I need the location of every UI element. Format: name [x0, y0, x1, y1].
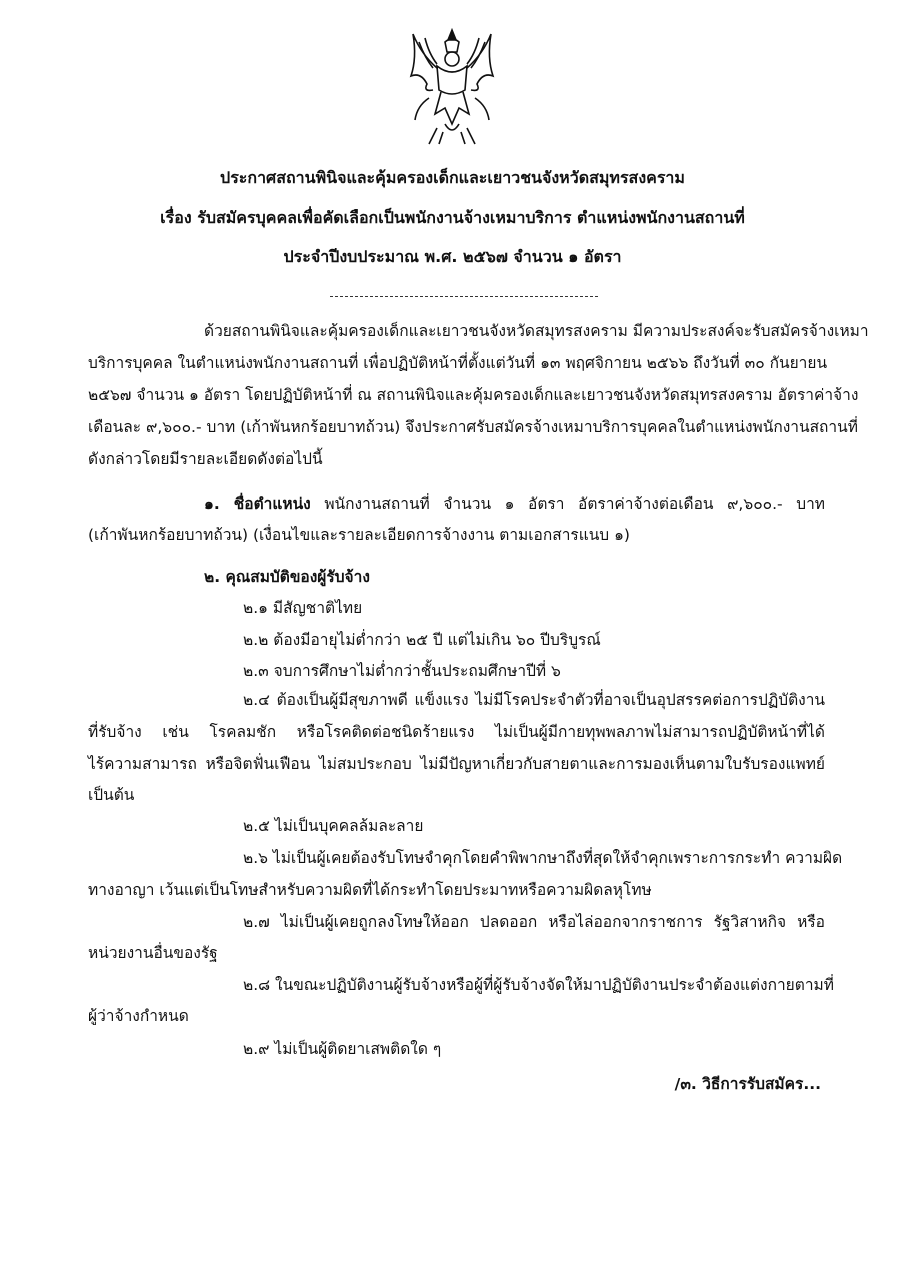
item-2-5: ๒.๕ ไม่เป็นบุคคลล้มละลาย — [243, 817, 424, 835]
item-2-1: ๒.๑ มีสัญชาติไทย — [243, 599, 363, 617]
continuation-note: /๓. วิธีการรับสมัคร... — [674, 1075, 821, 1093]
item-2-4-line-1: ๒.๔ ต้องเป็นผู้มีสุขภาพดี แข็งแรง ไม่มีโรคประจำตัวที่อาจเป็นอุปสรรคต่อการปฏิบัติงาน — [243, 691, 825, 709]
garuda-emblem-icon — [407, 28, 497, 146]
intro-line-4: เดือนละ ๙,๖๐๐.- บาท (เก้าพันหกร้อยบาทถ้วน) จึงประกาศรับสมัครจ้างเหมาบริการบุคคลในตำแหน่งพนักงานสถานที่ — [88, 418, 858, 436]
page-title: ประกาศสถานพินิจและคุ้มครองเด็กและเยาวชนจังหวัดสมุทรสงคราม — [220, 168, 685, 187]
separator-line — [330, 296, 598, 297]
item-2-7-line-2: หน่วยงานอื่นของรัฐ — [88, 944, 218, 962]
item-2-3: ๒.๓ จบการศึกษาไม่ต่ำกว่าชั้นประถมศึกษาปีที่ ๖ — [243, 662, 561, 680]
item-2-4-line-4: เป็นต้น — [88, 786, 135, 804]
section1-line-1 — [204, 493, 825, 515]
intro-line-2: บริการบุคคล ในตำแหน่งพนักงานสถานที่ เพื่อปฏิบัติหน้าที่ตั้งแต่วันที่ ๑๓ พฤศจิกายน ๒๕๖๖ ถึงวันที่ ๓๐ กันยายน — [88, 354, 828, 372]
section1-detail: พนักงานสถานที่ จำนวน ๑ อัตรา อัตราค่าจ้างต่อเดือน ๙,๖๐๐.- บาท — [324, 495, 825, 513]
item-2-2: ๒.๒ ต้องมีอายุไม่ต่ำกว่า ๒๕ ปี แต่ไม่เกิน ๖๐ ปีบริบูรณ์ — [243, 631, 601, 649]
intro-line-1: ด้วยสถานพินิจและคุ้มครองเด็กและเยาวชนจังหวัดสมุทรสงคราม มีความประสงค์จะรับสมัครจ้างเหมา — [204, 322, 869, 340]
section1-heading: ๑. ชื่อตำแหน่ง — [204, 495, 311, 513]
section2-heading: ๒. คุณสมบัติของผู้รับจ้าง — [204, 568, 370, 586]
item-2-7-line-1: ๒.๗ ไม่เป็นผู้เคยถูกลงโทษให้ออก ปลดออก หรือไล่ออกจากราชการ รัฐวิสาหกิจ หรือ — [243, 913, 825, 931]
item-2-9: ๒.๙ ไม่เป็นผู้ติดยาเสพติดใด ๆ — [243, 1040, 442, 1058]
intro-line-3: ๒๕๖๗ จำนวน ๑ อัตรา โดยปฏิบัติหน้าที่ ณ สถานพินิจและคุ้มครองเด็กและเยาวชนจังหวัดสมุทรสงคราม อัตราค่าจ้าง — [88, 386, 859, 404]
section1-line-2: (เก้าพันหกร้อยบาทถ้วน) (เงื่อนไขและรายละเอียดการจ้างงาน ตามเอกสารแนบ ๑) — [88, 526, 630, 544]
item-2-6-line-1: ๒.๖ ไม่เป็นผู้เคยต้องรับโทษจำคุกโดยคำพิพากษาถึงที่สุดให้จำคุกเพราะการกระทำ ความผิด — [243, 849, 843, 867]
intro-line-5: ดังกล่าวโดยมีรายละเอียดดังต่อไปนี้ — [88, 450, 323, 468]
subject-line: เรื่อง รับสมัครบุคคลเพื่อคัดเลือกเป็นพนักงานจ้างเหมาบริการ ตำแหน่งพนักงานสถานที่ — [160, 208, 745, 227]
item-2-4-line-3: ไร้ความสามารถ หรือจิตฟั่นเฟือน ไม่สมประกอบ ไม่มีปัญหาเกี่ยวกับสายตาและการมองเห็นตามใบรับรองแพทย์ — [88, 755, 825, 773]
item-2-4-line-2: ที่รับจ้าง เช่น โรคลมชัก หรือโรคติดต่อชนิดร้ายแรง ไม่เป็นผู้มีกายทุพพลภาพไม่สามารถปฏิบัติหน้าที่ได้ — [88, 723, 825, 741]
item-2-6-line-2: ทางอาญา เว้นแต่เป็นโทษสำหรับความผิดที่ได้กระทำโดยประมาทหรือความผิดลหุโทษ — [88, 881, 652, 899]
item-2-8-line-2: ผู้ว่าจ้างกำหนด — [88, 1007, 189, 1025]
fiscal-year-line: ประจำปีงบประมาณ พ.ศ. ๒๕๖๗ จำนวน ๑ อัตรา — [283, 247, 622, 266]
item-2-8-line-1: ๒.๘ ในขณะปฏิบัติงานผู้รับจ้างหรือผู้ที่ผู้รับจ้างจัดให้มาปฏิบัติงานประจำต้องแต่งกายตามที่ — [243, 976, 834, 994]
